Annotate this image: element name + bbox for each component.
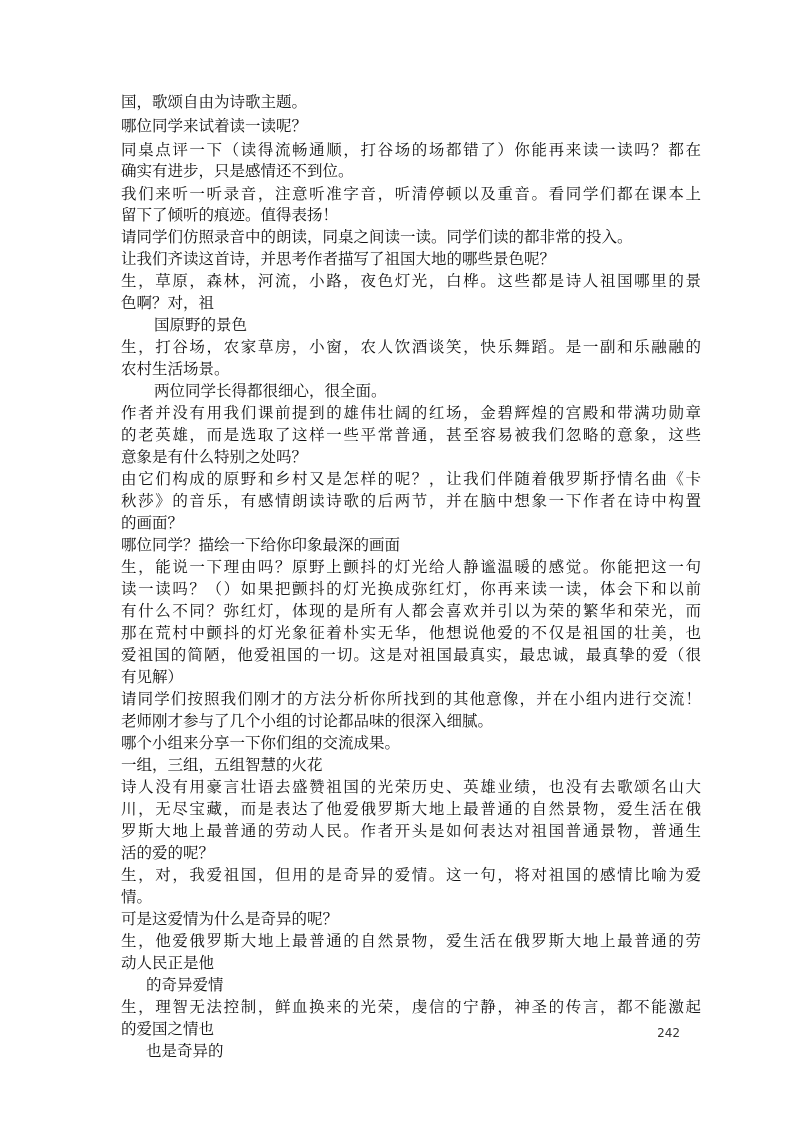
text-line: 生，草原，森林，河流，小路，夜色灯光，白桦。这些都是诗人祖国哪里的景 xyxy=(121,272,701,290)
text-line: 的爱国之情也 xyxy=(121,1020,215,1038)
text-line: 有什么不同？弥红灯，体现的是所有人都会喜欢并引以为荣的繁华和荣光，而 xyxy=(121,602,701,620)
text-line: 我们来听一听录音，注意听准字音，听清停顿以及重音。看同学们都在课本上 xyxy=(121,185,701,203)
text-line: 罗斯大地上最普通的劳动人民。作者开头是如何表达对祖国普通景物，普通生 xyxy=(121,822,701,840)
text-line: 色啊？对，祖 xyxy=(121,294,215,312)
text-line: 秋莎》的音乐，有感情朗读诗歌的后两节，并在脑中想象一下作者在诗中构置 xyxy=(121,492,701,510)
text-line: 请同学们按照我们刚才的方法分析你所找到的其他意像，并在小组内进行交流！ xyxy=(121,690,701,708)
text-line: 读一读吗？（）如果把颤抖的灯光换成弥红灯，你再来读一读，体会下和以前 xyxy=(121,580,701,598)
text-line: 诗人没有用豪言壮语去盛赞祖国的光荣历史、英雄业绩，也没有去歌颂名山大 xyxy=(121,778,701,796)
text-line: 留下了倾听的痕迹。值得表扬！ xyxy=(121,206,339,224)
text-line: 生，他爱俄罗斯大地上最普通的自然景物，爱生活在俄罗斯大地上最普通的劳 xyxy=(121,932,701,950)
text-line: 的老英雄，而是选取了这样一些平常普通，甚至容易被我们忽略的意象，这些 xyxy=(121,426,701,444)
text-line: 国，歌颂自由为诗歌主题。 xyxy=(121,93,308,111)
text-line: 动人民正是他 xyxy=(121,954,215,972)
text-line: 作者并没有用我们课前提到的雄伟壮阔的红场，金碧辉煌的宫殿和带满功勋章 xyxy=(121,404,701,422)
text-line: 川，无尽宝藏，而是表达了他爱俄罗斯大地上最普通的自然景物，爱生活在俄 xyxy=(121,800,701,818)
text-line: 的奇异爱情 xyxy=(146,976,224,994)
text-line: 哪位同学来试着读一读呢？ xyxy=(121,117,308,135)
text-line: 确实有进步，只是感情还不到位。 xyxy=(121,162,354,180)
text-line: 可是这爱情为什么是奇异的呢？ xyxy=(121,910,339,928)
text-line: 农村生活场景。 xyxy=(121,360,230,378)
text-line: 的画面？ xyxy=(121,514,184,532)
text-line: 生，打谷场，农家草房，小窗，农人饮酒谈笑，快乐舞蹈。是一副和乐融融的 xyxy=(121,338,701,356)
text-line: 老师刚才参与了几个小组的讨论都品味的很深入细腻。 xyxy=(121,712,494,730)
text-line: 生，理智无法控制，鲜血换来的光荣，虔信的宁静，神圣的传言，都不能激起 xyxy=(121,998,701,1016)
text-line: 意象是有什么特别之处吗？ xyxy=(121,448,308,466)
text-line: 让我们齐读这首诗，并思考作者描写了祖国大地的哪些景色呢？ xyxy=(121,250,556,268)
text-line: 国原野的景色 xyxy=(154,316,248,334)
text-line: 由它们构成的原野和乡村又是怎样的呢？，让我们伴随着俄罗斯抒情名曲《卡 xyxy=(121,470,701,488)
text-line: 有见解） xyxy=(121,668,184,686)
text-line: 也是奇异的 xyxy=(146,1042,224,1060)
text-line: 哪位同学？描绘一下给你印象最深的画面 xyxy=(121,536,401,554)
text-line: 那在荒村中颤抖的灯光象征着朴实无华，他想说他爱的不仅是祖国的壮美，也 xyxy=(121,624,701,642)
text-line: 爱祖国的简陋，他爱祖国的一切。这是对祖国最真实，最忠诚，最真挚的爱（很 xyxy=(121,646,701,664)
page-number: 242 xyxy=(657,1026,680,1040)
text-line: 生，对，我爱祖国，但用的是奇异的爱情。这一句，将对祖国的感情比喻为爱 xyxy=(121,866,701,884)
text-line: 请同学们仿照录音中的朗读，同桌之间读一读。同学们读的都非常的投入。 xyxy=(121,228,633,246)
text-line: 一组，三组，五组智慧的火花 xyxy=(121,756,323,774)
text-line: 同桌点评一下（读得流畅通顺，打谷场的场都错了）你能再来读一读吗？都在 xyxy=(121,141,701,159)
text-line: 两位同学长得都很细心，很全面。 xyxy=(154,382,387,400)
text-line: 哪个小组来分享一下你们组的交流成果。 xyxy=(121,734,401,752)
text-line: 情。 xyxy=(121,888,153,906)
text-line: 生，能说一下理由吗？原野上颤抖的灯光给人静谧温暖的感觉。你能把这一句 xyxy=(121,558,701,576)
text-line: 活的爱的呢？ xyxy=(121,844,215,862)
